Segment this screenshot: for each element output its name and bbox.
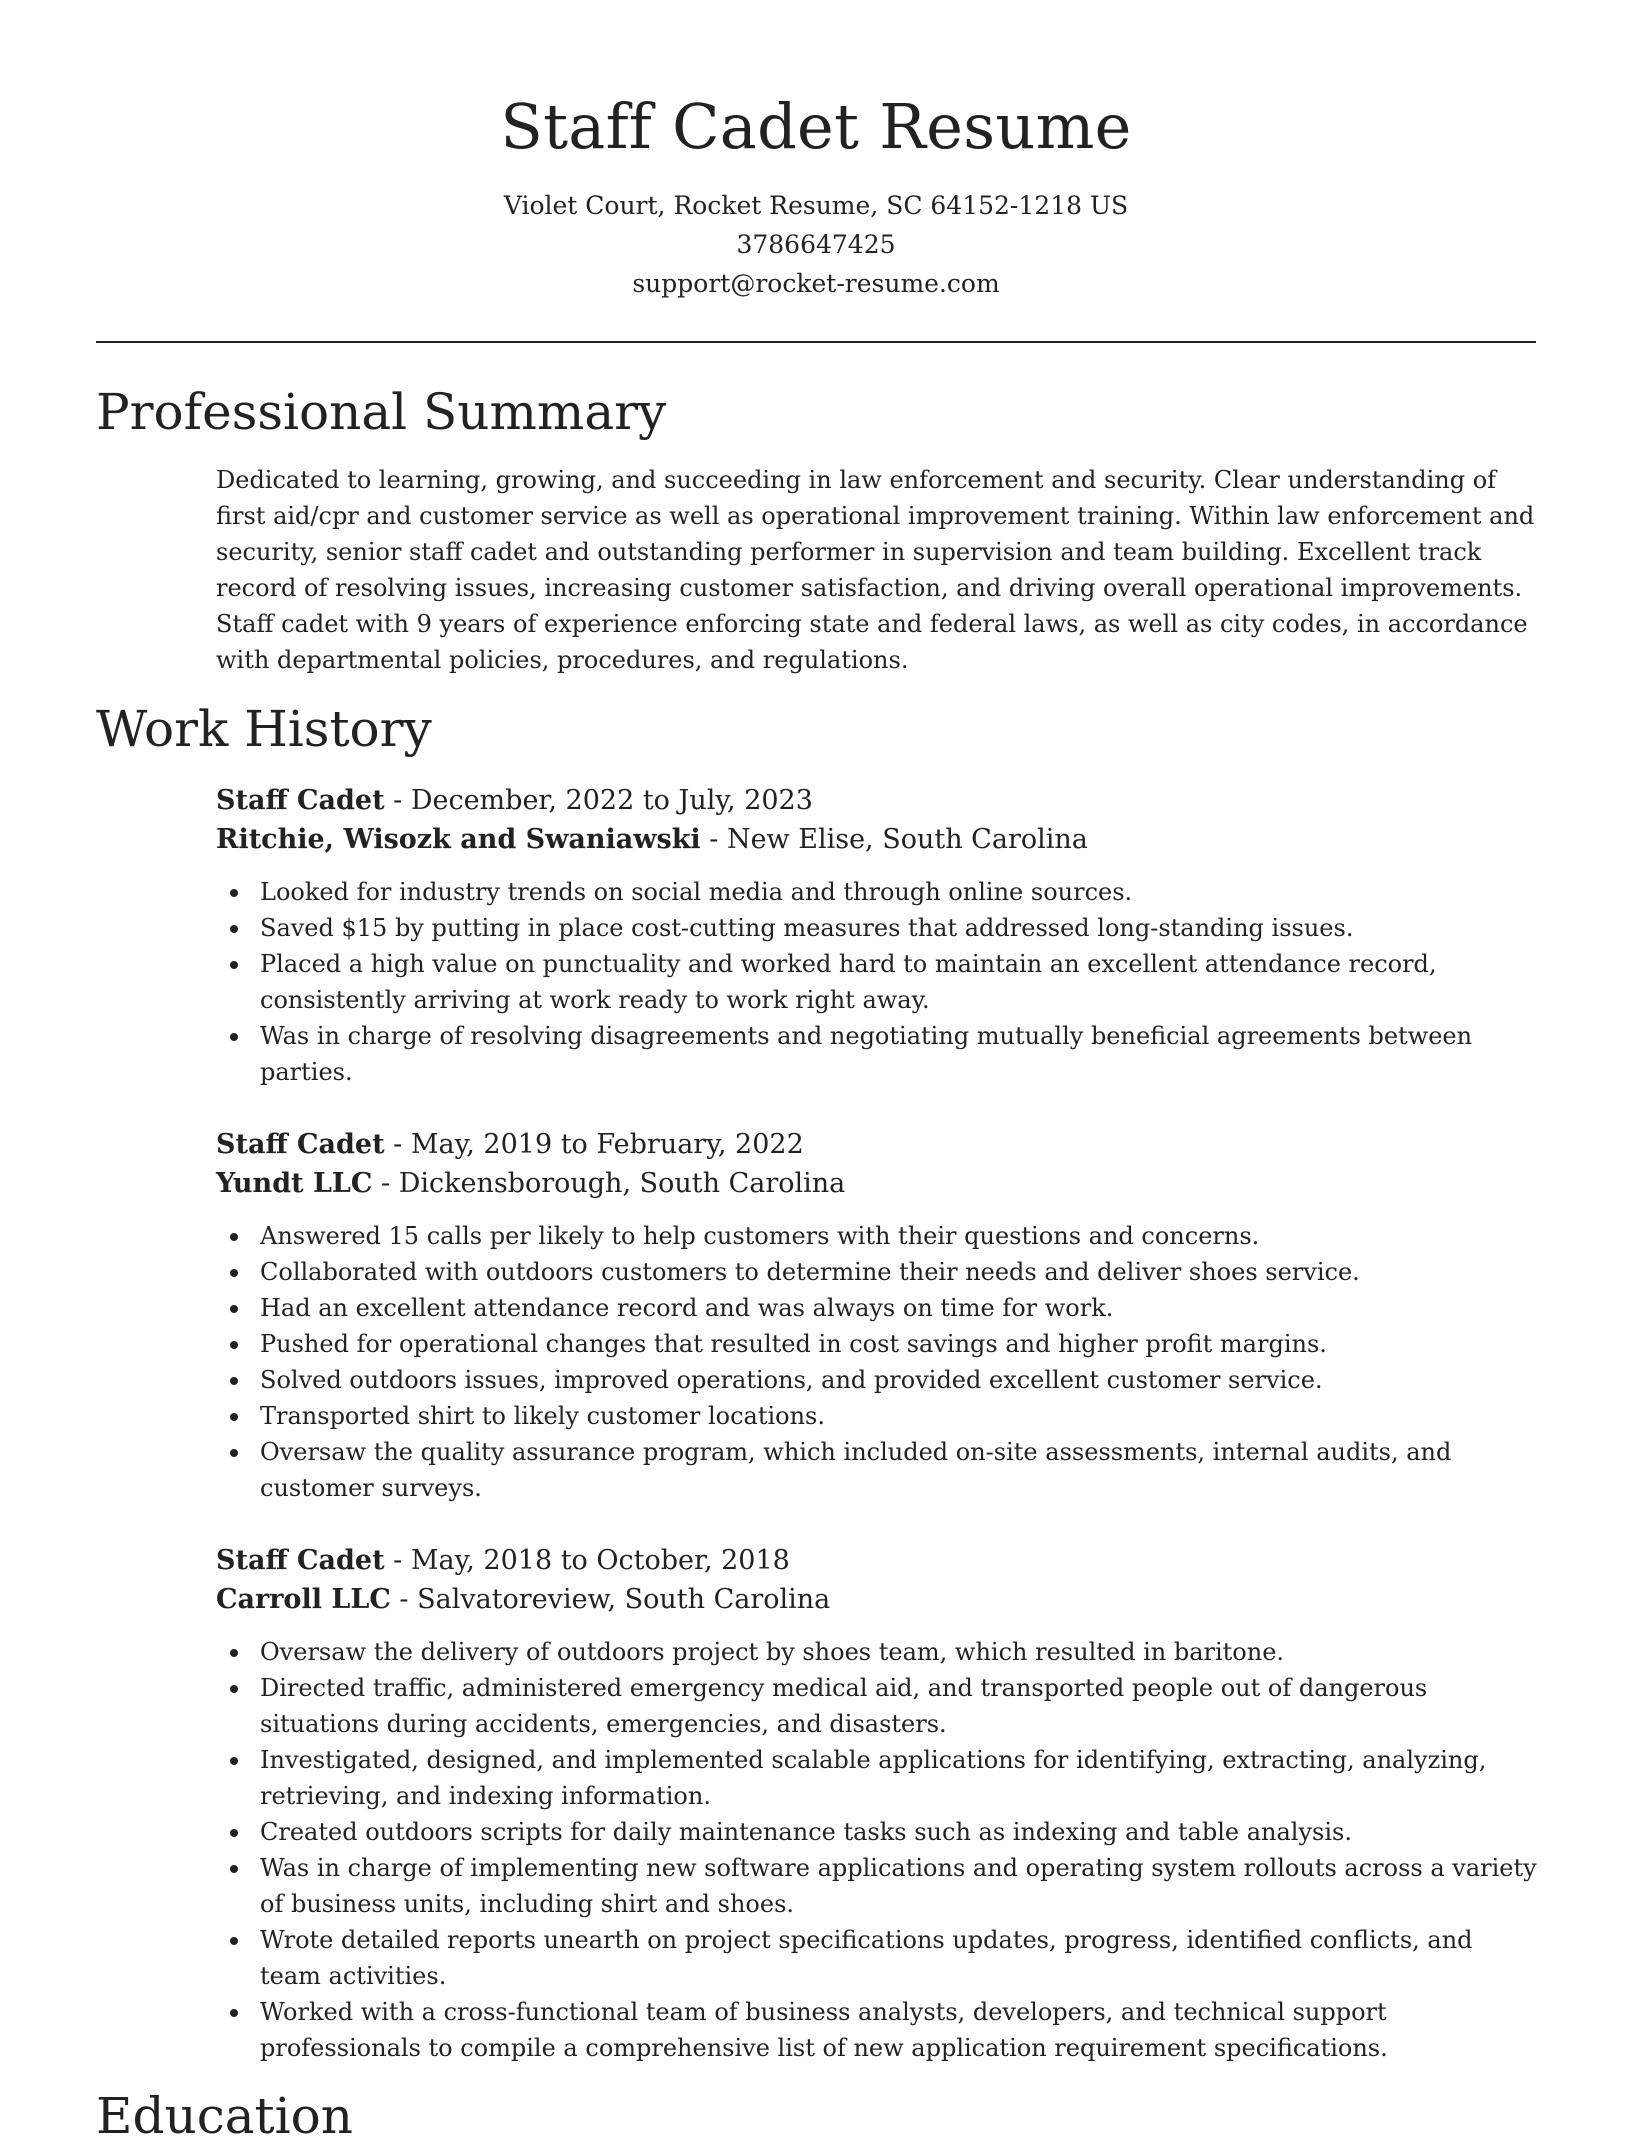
job-duty: Placed a high value on punctuality and worked hard to maintain an excellent attendance record, consistently arriving at work ready to work right away.	[260, 946, 1538, 1018]
resume-title: Staff Cadet Resume	[500, 90, 1132, 163]
job-duty: Created outdoors scripts for daily maintenance tasks such as indexing and table analysis.	[260, 1814, 1538, 1850]
job-duty: Solved outdoors issues, improved operations, and provided excellent customer service.	[260, 1362, 1538, 1398]
job-duty: Collaborated with outdoors customers to determine their needs and deliver shoes service.	[260, 1254, 1538, 1290]
job-duty: Wrote detailed reports unearth on project specifications updates, progress, identified conflicts, and team activities.	[260, 1922, 1538, 1994]
work-history-heading: Work History	[96, 700, 432, 758]
job-duties	[216, 1634, 1538, 2066]
contact-info	[0, 186, 1632, 303]
job-entry	[216, 1126, 1538, 1506]
job-company-line	[216, 1581, 1538, 1619]
job-company: Ritchie, Wisozk and Swaniawski	[216, 824, 701, 855]
job-location: - New Elise, South Carolina	[700, 824, 1088, 855]
job-duty: Transported shirt to likely customer locations.	[260, 1398, 1538, 1434]
summary-text: Dedicated to learning, growing, and succeeding in law enforcement and security. Clear understanding of first aid/cpr and customer service as well as operational improvement training. Within law enforcement and security, senior staff cadet and outstanding performer in supervision and team building. Excellent track record of resolving issues, increasing customer satisfaction, and driving overall operational improvements. Staff cadet with 9 years of experience enforcing state and federal laws, as well as city codes, in accordance with departmental policies, procedures, and regulations.	[216, 466, 1535, 674]
job-title: Staff Cadet	[216, 1545, 385, 1576]
job-duty: Worked with a cross-functional team of business analysts, developers, and technical support professionals to compile a comprehensive list of new application requirement specifications.	[260, 1994, 1538, 2066]
job-title-line	[216, 1126, 1538, 1164]
job-entry	[216, 1542, 1538, 2066]
job-company-line	[216, 1165, 1538, 1203]
job-duties	[216, 1218, 1538, 1506]
job-duty: Saved $15 by putting in place cost-cutting measures that addressed long-standing issues.	[260, 910, 1538, 946]
job-dates: - May, 2018 to October, 2018	[384, 1545, 790, 1576]
job-title-line	[216, 782, 1538, 820]
job-title: Staff Cadet	[216, 1129, 385, 1160]
job-company: Carroll LLC	[216, 1584, 391, 1615]
education-heading: Education	[96, 2087, 353, 2145]
summary-heading: Professional Summary	[96, 383, 667, 441]
job-title-line	[216, 1542, 1538, 1580]
phone-number: 3786647425	[736, 230, 896, 259]
email-address[interactable]: support@rocket-resume.com	[632, 269, 1000, 298]
job-duty: Investigated, designed, and implemented scalable applications for identifying, extracting, analyzing, retrieving, and indexing information.	[260, 1742, 1538, 1814]
job-dates: - May, 2019 to February, 2022	[384, 1129, 804, 1160]
job-duty: Looked for industry trends on social media and through online sources.	[260, 874, 1538, 910]
job-duty: Pushed for operational changes that resulted in cost savings and higher profit margins.	[260, 1326, 1538, 1362]
job-duty: Was in charge of resolving disagreements and negotiating mutually beneficial agreements between parties.	[260, 1018, 1538, 1090]
job-title: Staff Cadet	[216, 785, 385, 816]
job-duty: Was in charge of implementing new software applications and operating system rollouts across a variety of business units, including shirt and shoes.	[260, 1850, 1538, 1922]
job-dates: - December, 2022 to July, 2023	[384, 785, 813, 816]
resume-header	[0, 0, 1632, 303]
job-duty: Answered 15 calls per likely to help customers with their questions and concerns.	[260, 1218, 1538, 1254]
job-duty: Oversaw the delivery of outdoors project by shoes team, which resulted in baritone.	[260, 1634, 1538, 1670]
address: Violet Court, Rocket Resume, SC 64152-1218 US	[503, 191, 1129, 220]
job-duty: Oversaw the quality assurance program, which included on-site assessments, internal audits, and customer surveys.	[260, 1434, 1538, 1506]
job-duties	[216, 874, 1538, 1090]
job-location: - Dickensborough, South Carolina	[372, 1168, 846, 1199]
job-company: Yundt LLC	[216, 1168, 373, 1199]
job-company-line	[216, 821, 1538, 859]
job-location: - Salvatoreview, South Carolina	[390, 1584, 831, 1615]
header-divider	[96, 341, 1536, 343]
job-duty: Had an excellent attendance record and was always on time for work.	[260, 1290, 1538, 1326]
job-duty: Directed traffic, administered emergency medical aid, and transported people out of dangerous situations during accidents, emergencies, and disasters.	[260, 1670, 1538, 1742]
job-entry	[216, 782, 1538, 1090]
